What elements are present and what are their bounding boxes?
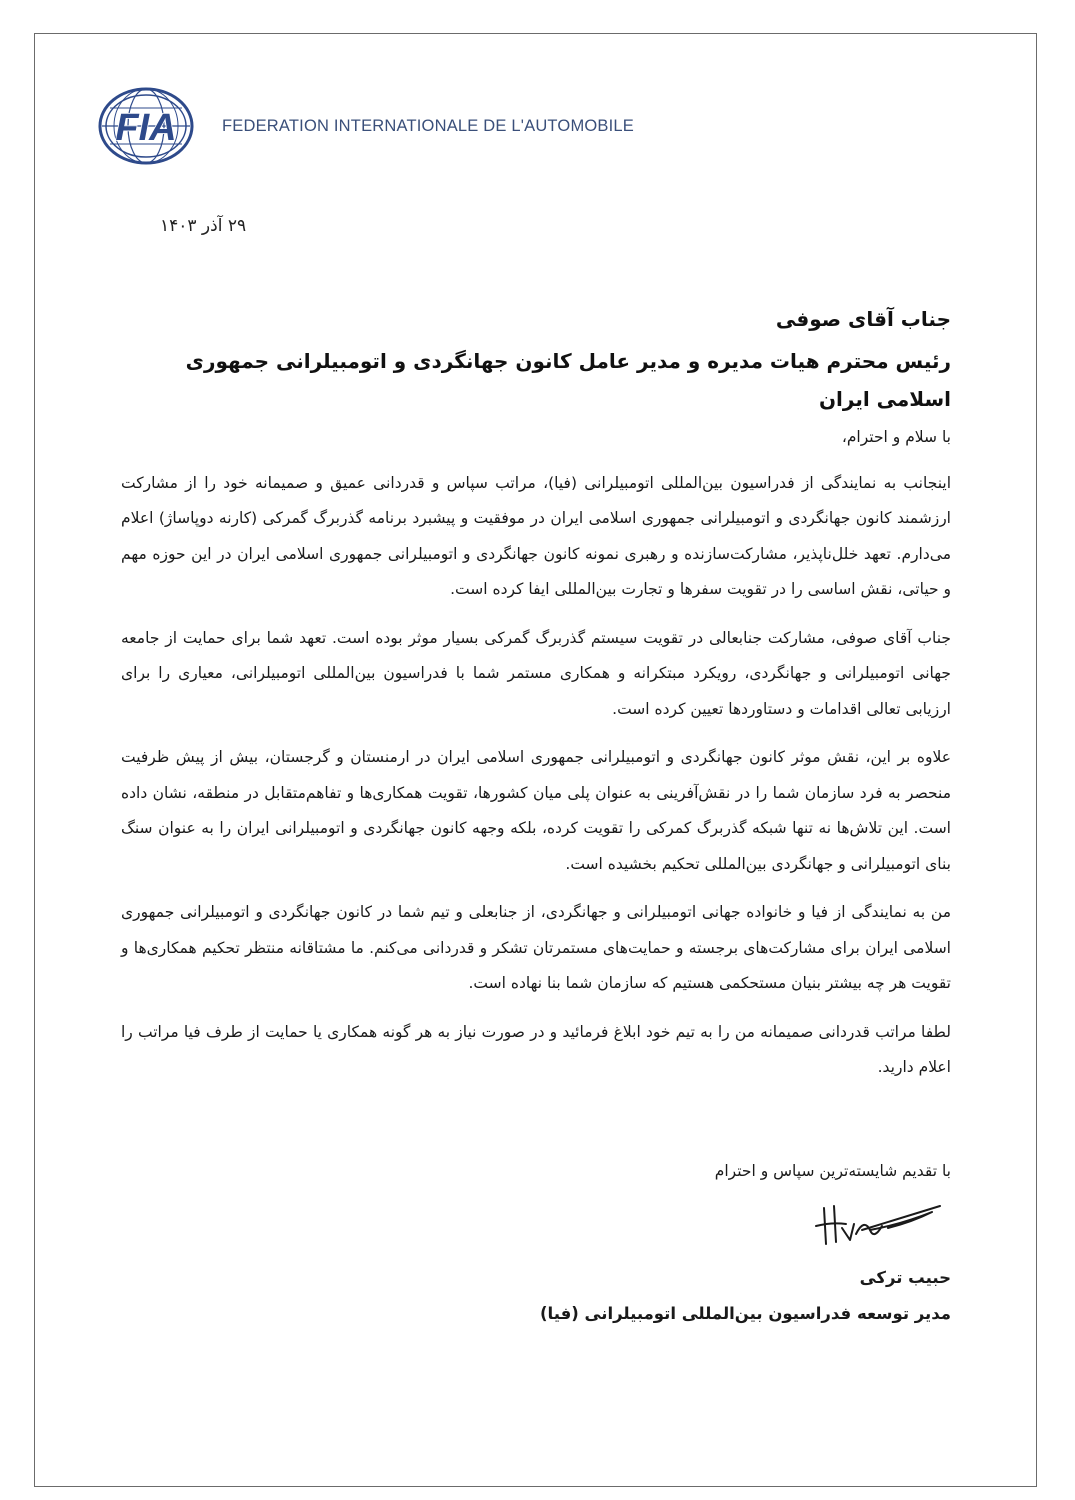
recipient-title: رئیس محترم هیات مدیره و مدیر عامل کانون جهانگردی و اتومبیلرانی جمهوری اسلامی ایران (185, 349, 951, 411)
signer-name: حبیب ترکی (859, 1268, 951, 1287)
organization-name: FEDERATION INTERNATIONALE DE L'AUTOMOBILE (222, 116, 634, 135)
letter-body (121, 420, 951, 1099)
signer-title: مدیر توسعه فدراسیون بین‌المللی اتومبیلرانی (فیا) (540, 1304, 951, 1323)
svg-text:FIA: FIA (115, 107, 177, 149)
handwritten-signature (812, 1200, 942, 1252)
letter-date: ۲۹ آذر ۱۴۰۳ (160, 216, 247, 236)
letterhead (98, 86, 634, 166)
closing-line: با تقدیم شایسته‌ترین سپاس و احترام (714, 1162, 951, 1180)
body-paragraph: اینجانب به نمایندگی از فدراسیون بین‌المللی اتومبیلرانی (فیا)، مراتب سپاس و قدردانی عمیق و صمیمانه خود را از مشارکت ارزشمند کانون جهانگردی و اتومبیلرانی جمهوری اسلامی ایران در موفقیت و پیشبرد برنامه گذربرگ گمرکی (کارنه دوپاساژ) اعلام می‌دارم. تعهد خلل‌ناپذیر، مشارکت‌سازنده و رهبری نمونه کانون جهانگردی و اتومبیلرانی جمهوری اسلامی ایران در این حوزه مهم و حیاتی، نقش اساسی را در تقویت سفرها و تجارت بین‌المللی ایفا کرده است. (121, 473, 951, 598)
fia-logo (98, 86, 196, 166)
greeting: با سلام و احترام، (841, 428, 951, 446)
body-paragraph: جناب آقای صوفی، مشارکت جنابعالی در تقویت سیستم گذربرگ گمرکی بسیار موثر بوده است. تعهد شما برای حمایت از جامعه جهانی اتومبیلرانی و جهانگردی، رویکرد مبتکرانه و همکاری مستمر شما با فدراسیون بین‌المللی اتومبیلرانی، معیاری را برای ارزیابی تعالی اقدامات و دستاوردها تعیین کرده است. (121, 628, 951, 718)
body-paragraph: علاوه بر این، نقش موثر کانون جهانگردی و اتومبیلرانی جمهوری اسلامی ایران در ارمنستان و گرجستان، بیش از پیش ظرفیت منحصر به فرد سازمان شما را در نقش‌آفرینی به عنوان پلی میان کشورها، تقویت همکاری‌ها و تفاهم‌متقابل در منطقه، نشان داده است. این تلاش‌ها نه تنها شبکه گذربرگ کمرکی را تقویت کرده، بلکه وجهه کانون جهانگردی و اتومبیلرانی ایران را به عنوان سنگ بنای اتومبیلرانی و جهانگردی بین‌المللی تحکیم بخشیده است. (121, 748, 951, 873)
body-paragraph: لطفا مراتب قدردانی صمیمانه من را به تیم خود ابلاغ فرمائید و در صورت نیاز به هر گونه همکاری یا حمایت از طرف فیا مراتب را اعلام دارید. (121, 1022, 951, 1076)
recipient-block (131, 300, 951, 411)
body-paragraph: من به نمایندگی از فیا و خانواده جهانی اتومبیلرانی و جهانگردی، از جنابعلی و تیم شما در کانون جهانگردی و اتومبیلرانی جمهوری اسلامی ایران برای مشارکت‌های برجسته و حمایت‌های مستمرتان تشکر و قدردانی می‌کنم. ما مشتاقانه منتظر تحکیم همکاری‌ها و تقویت هر چه بیشتر بنیان مستحکمی هستیم که سازمان شما بنا نهاده است. (121, 903, 951, 992)
recipient-name: جناب آقای صوفی (775, 307, 951, 331)
